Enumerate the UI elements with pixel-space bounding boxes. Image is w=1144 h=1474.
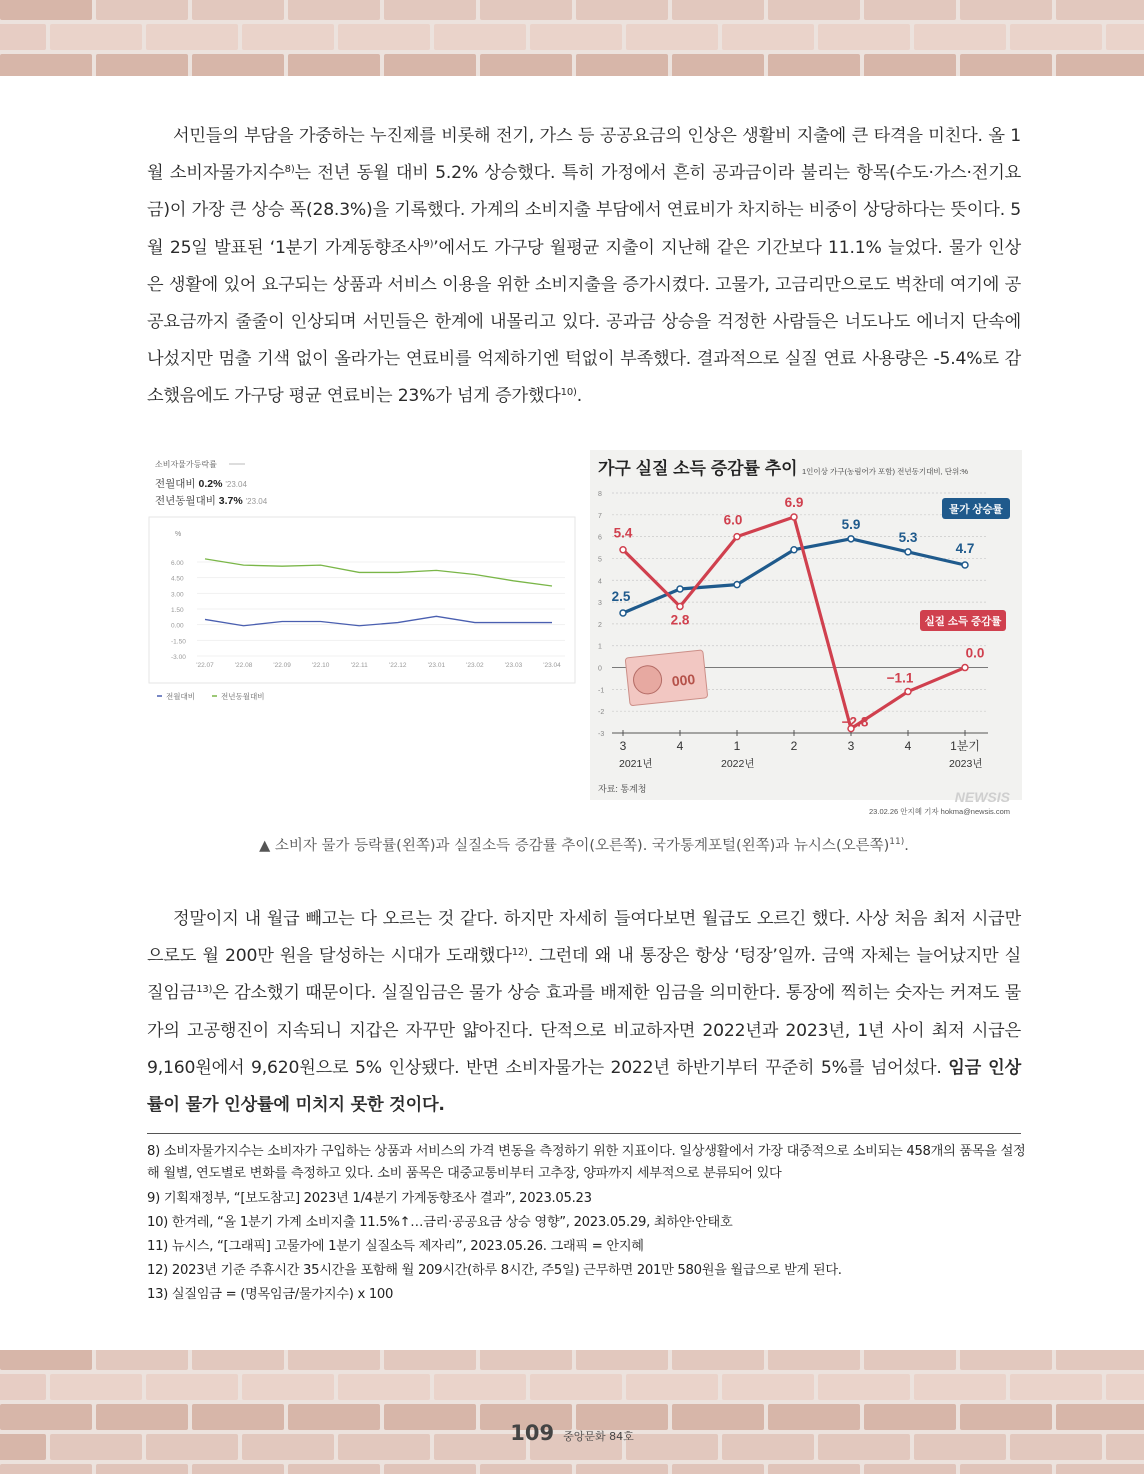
y-tick-label: 0 — [598, 665, 602, 673]
y-tick-label: 0.00 — [171, 622, 184, 630]
footnote-9: 9) 기획재정부, “[보도참고] 2023년 1/4분기 가계동향조사 결과”, 2023.05.23 — [147, 1191, 592, 1206]
legend-label: 전년동월대비 — [221, 692, 265, 701]
y-tick-label: 6 — [598, 534, 602, 542]
body-paragraph-1: 서민들의 부담을 가중하는 누진제를 비롯해 전기, 가스 등 공공요금의 인상은 생활비 지출에 큰 타격을 미친다. 올 1월 소비자물가지수$^{8)}$는 전년 동월 대비 5.2% 상승했다. 특히 가정에서 흔히 공과금이라 불리는 항목(수도·가스·전기요금)이 가장 큰 상승 폭(28.3%)을 기록했다. 가계의 소비지출 부담에서 연료비가 차지하는 비중이 상당하다는 뜻이다. 5월 25일 발표된 ‘1분기 가계동향조사$^{9)}$’에서도 가구당 월평균 지출이 지난해 같은 기간보다 11.1% 늘었다. 물가 인상은 생활에 있어 요구되는 상품과 서비스 이용을 위한 소비지출을 증가시켰다. 고물가, 고금리만으로도 벅찬데 여기에 공공요금까지 줄줄이 인상되며 서민들은 한계에 내몰리고 있다. 공과금 상승을 걱정한 사람들은 너도나도 에너지 단속에 나섰지만 멈출 기색 없이 올라가는 연료비를 억제하기엔 턱없이 부족했다. 결과적으로 실질 연료 사용량은 -5.4%로 감소했음에도 가구당 평균 연료비는 23%가 넘게 증가했다$^{10)}$. — [147, 126, 1021, 407]
year-label: 2022년 — [721, 758, 755, 770]
brick-wash — [0, 0, 1144, 76]
footnotes — [147, 1141, 1027, 1307]
data-point — [848, 536, 854, 542]
footnote-11: 11) 뉴시스, “[그래픽] 고물가에 1분기 실질소득 제자리”, 2023.05.26. 그래픽 = 안지혜 — [147, 1239, 644, 1254]
x-tick-label: '22.12 — [389, 662, 407, 669]
brick-wash — [0, 1350, 1144, 1474]
figure-caption: ▲ 소비자 물가 등락률(왼쪽)과 실질소득 증감률 추이(오른쪽). 국가통계포털(왼쪽)과 뉴시스(오른쪽)$^{11)}$. — [259, 837, 909, 854]
summary-item — [155, 494, 268, 507]
body-paragraph-2: 정말이지 내 월급 빼고는 다 오르는 것 같다. 하지만 자세히 들여다보면 월급도 오르긴 했다. 사상 처음 최저 시급만으로도 월 200만 원을 달성하는 시대가 도래했다$^{12)}$. 그런데 왜 내 통장은 항상 ‘텅장’일까. 금액 자체는 늘어났지만 실질임금$^{13)}$은 감소했기 때문이다. 실질임금은 물가 상승 효과를 배제한 임금을 의미한다. 통장에 찍히는 숫자는 커져도 물가의 고공행진이 지속되니 지갑은 자꾸만 얇아진다. 단적으로 비교하자면 2022년과 2023년, 1년 사이 최저 시급은 9,160원에서 9,620원으로 5% 인상됐다. 반면 소비자물가는 2022년 하반기부터 꾸준히 5%를 넘어섰다. 임금 인상률이 물가 인상률에 미치지 못한 것이다. — [147, 909, 1021, 1116]
footnote-12: 12) 2023년 기준 주휴시간 35시간을 포함해 월 209시간(하루 8시간, 주5일) 근무하면 201만 580원을 월급으로 받게 된다. — [147, 1263, 842, 1278]
x-tick-label: 1분기 — [950, 739, 980, 753]
data-label: 4.7 — [955, 541, 975, 556]
x-tick-label: '22.11 — [350, 662, 368, 669]
plot-frame — [149, 517, 575, 683]
cpi-change-chart — [147, 452, 577, 722]
data-label: 5.9 — [841, 516, 861, 532]
banknote-digits: 000 — [671, 670, 696, 690]
footnote-8: 8) 소비자물가지수는 소비자가 구입하는 상품과 서비스의 가격 변동을 측정하기 위한 지표이다. 일상생활에서 가장 대중적으로 소비되는 458개의 품목을 설정해 월별, 연도별로 변화를 측정하고 있다. 소비 품목은 대중교통비부터 고추장, 양파까지 세부적으로 분류되어 있다 — [147, 1144, 1026, 1181]
data-point — [791, 514, 797, 520]
x-tick-label: '23.03 — [504, 662, 523, 669]
x-tick-label: 1 — [733, 739, 741, 753]
y-tick-label: -2 — [598, 709, 605, 717]
magazine-issue: 중앙문화 84호 — [563, 1430, 634, 1443]
series-tag-label: 실질 소득 증감률 — [924, 615, 1002, 628]
y-tick-label: 1.50 — [171, 607, 184, 614]
footnote-ref-13[interactable]: 13) — [196, 984, 213, 996]
banknote-illustration — [625, 650, 708, 706]
footnote-10: 10) 한겨레, “올 1분기 가계 소비지출 11.5%↑…금리·공공요금 상승 영향”, 2023.05.29, 최하얀·안태호 — [147, 1215, 733, 1230]
year-label: 2023년 — [949, 758, 983, 770]
summary-date: '23.04 — [245, 497, 268, 506]
x-tick-label: '23.04 — [543, 662, 561, 669]
data-label: 5.3 — [898, 529, 918, 545]
data-point — [734, 534, 740, 540]
real-income-chart — [590, 450, 1022, 822]
y-tick-label: -3.00 — [171, 654, 186, 661]
x-tick-label: 3 — [619, 739, 627, 753]
footnote-ref-8[interactable]: 8) — [284, 164, 295, 176]
y-tick-label: 2 — [598, 621, 602, 629]
x-tick-label: 4 — [676, 739, 684, 753]
y-tick-label: 4.50 — [171, 575, 184, 583]
y-unit: % — [175, 531, 182, 538]
x-tick-label: 2 — [790, 739, 798, 753]
summary-label: 전월대비 — [155, 478, 199, 490]
summary-value: 0.2% — [198, 478, 226, 490]
footnote-ref-11[interactable]: 11) — [889, 837, 905, 847]
data-point — [734, 582, 740, 588]
y-tick-label: -1 — [598, 687, 605, 695]
data-point — [791, 547, 797, 553]
page-number: 109 — [510, 1421, 555, 1445]
y-tick-label: -1.50 — [171, 638, 186, 646]
data-point — [620, 610, 626, 616]
data-label: 2.8 — [670, 612, 690, 628]
brick-wall-header — [0, 0, 1144, 76]
data-label: 5.4 — [613, 525, 633, 541]
y-tick-label: 8 — [598, 491, 602, 498]
x-tick-label: '23.01 — [427, 662, 446, 669]
series-tag-label: 물가 상승률 — [949, 503, 1003, 516]
data-point — [905, 689, 911, 695]
emphasis-sentence: 임금 인상률이 물가 인상률에 미치지 못한 것이다. — [147, 1057, 1021, 1116]
year-label: 2021년 — [619, 758, 653, 770]
y-tick-label: -3 — [598, 731, 605, 738]
chart-subtitle: 1인이상 가구(농림어가 포함) 전년동기대비, 단위:% — [802, 467, 968, 476]
summary-date: '23.04 — [225, 480, 247, 489]
y-tick-label: 1 — [598, 643, 602, 651]
y-tick-label: 3 — [598, 600, 602, 608]
data-point — [962, 665, 968, 671]
x-tick-label: '22.07 — [196, 662, 214, 669]
data-point — [962, 562, 968, 568]
data-point — [677, 586, 683, 592]
real-income-chart-svg — [590, 450, 1022, 822]
data-label: −2.8 — [841, 714, 869, 730]
footnote-ref-12[interactable]: 12) — [511, 947, 528, 959]
y-tick-label: 3.00 — [171, 591, 184, 599]
summary-item — [155, 477, 247, 490]
x-tick-label: 4 — [904, 739, 912, 753]
cpi-chart-svg — [147, 452, 577, 722]
x-tick-label: '22.09 — [273, 662, 291, 669]
footnote-divider — [147, 1133, 1021, 1134]
chart-credit: 23.02.26 안지혜 기자 hokma@newsis.com — [869, 807, 1010, 816]
y-tick-label: 4 — [598, 578, 602, 586]
chart-source: 자료: 통계청 — [598, 784, 647, 794]
data-label: 6.9 — [784, 495, 804, 510]
brick-wall-footer — [0, 1350, 1144, 1474]
legend-label: 전월대비 — [166, 692, 195, 701]
page-footer — [0, 1421, 1144, 1445]
data-point — [677, 603, 683, 609]
data-label: 6.0 — [723, 512, 743, 528]
data-label: 0.0 — [965, 645, 985, 661]
data-point — [905, 549, 911, 555]
chart-title: 소비자물가등락률 — [155, 460, 217, 469]
x-tick-label: '22.08 — [234, 662, 253, 669]
summary-value: 3.7% — [218, 495, 246, 507]
data-label: 2.5 — [611, 589, 631, 604]
footnote-ref-9[interactable]: 9) — [423, 238, 434, 250]
x-tick-label: 3 — [847, 739, 855, 753]
y-tick-label: 5 — [598, 556, 602, 564]
data-point — [620, 547, 626, 553]
y-tick-label: 7 — [598, 512, 602, 520]
x-tick-label: '22.10 — [311, 662, 330, 669]
data-label: −1.1 — [886, 670, 914, 686]
y-tick-label: 6.00 — [171, 560, 184, 567]
chart-title: 가구 실질 소득 증감률 추이 — [598, 459, 798, 478]
newsis-watermark: NEWSIS — [954, 789, 1010, 805]
x-tick-label: '23.02 — [466, 662, 484, 669]
summary-label: 전년동월대비 — [155, 495, 219, 507]
footnote-13: 13) 실질임금 = (명목임금/물가지수) x 100 — [147, 1287, 394, 1302]
footnote-ref-10[interactable]: 10) — [560, 387, 577, 399]
